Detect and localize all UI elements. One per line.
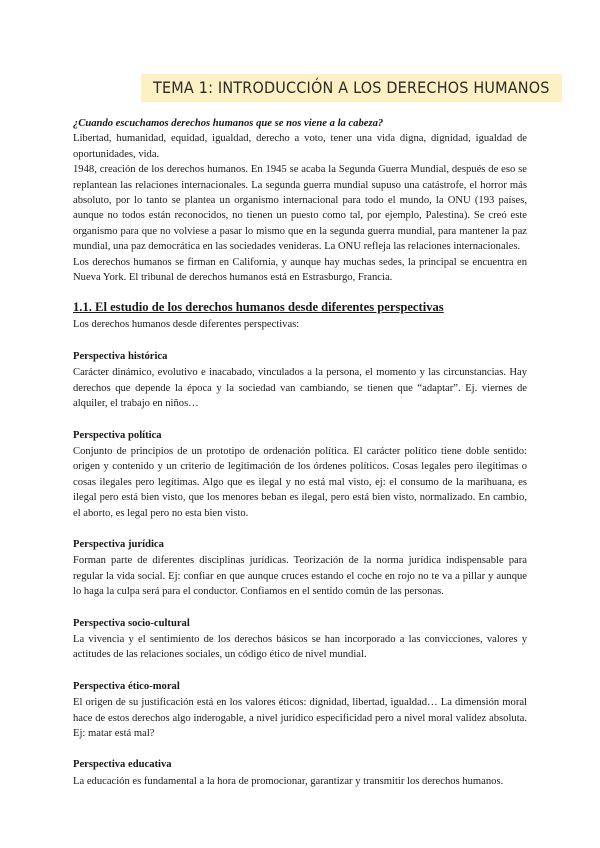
perspective-title: Perspectiva educativa [73,759,172,771]
perspective-text: Conjunto de principios de un prototipo de ordenación política. El carácter político tiene doble sentido: origen y contenido y un criterio de legitimación de los órdenes políticos. Cosas legales pero ilegítimas o cosas ilegales pero legítimas. Algo que es ilegal y no está mal visto, ej: el consumo de la marihuana, es ilegal pero está bien visto, que los menores beban es ilegal, pero está bien visto, normalizado. En cambio, el aborto, es legal pero no esta bien visto. [73,445,527,519]
document-body [73,116,527,789]
perspective-educativa [73,757,527,789]
intro-paragraph: Libertad, humanidad, equidad, igualdad, derecho a voto, tener una vida digna, dignidad, igualdad de oportunidades, vida. [73,133,527,160]
perspective-title: Perspectiva histórica [73,350,168,362]
title-highlight [141,74,562,102]
intro-paragraph: 1948, creación de los derechos humanos. En 1945 se acaba la Segunda Guerra Mundial, después de eso se replantean las relaciones internacionales. La segunda guerra mundial supuso una catástrofe, el horror más absoluto, por lo tanto se plantea un organismo internacional para todo el mundo, la ONU (193 países, aunque no todos están reconocidos, no tienen un puesto como tal, por ejemplo, Palestina). Se creó este organismo para que no volviese a pasar lo mismo que en la segunda guerra mundial, para mantener la paz mundial, una paz democrática en las sociedades venideras. La ONU refleja las relaciones internacionales. [73,164,527,253]
perspective-socio-cultural [73,616,527,663]
perspective-title: Perspectiva socio-cultural [73,617,190,629]
section-lead: Los derechos humanos desde diferentes perspectivas: [73,319,300,331]
page-title: TEMA 1: INTRODUCCIÓN A LOS DERECHOS HUMANOS [153,78,550,97]
perspective-etico-moral [73,679,527,742]
perspective-title: Perspectiva política [73,429,162,441]
perspective-title: Perspectiva jurídica [73,538,164,550]
perspective-text: La vivencia y el sentimiento de los derechos básicos se han incorporado a las convicciones, valores y actitudes de las relaciones sociales, un código ético de nivel mundial. [73,633,527,661]
perspective-politica [73,428,527,521]
perspective-text: La educación es fundamental a la hora de promocionar, garantizar y transmitir los derechos humanos. [73,775,504,787]
intro-question: ¿Cuando escuchamos derechos humanos que se nos viene a la cabeza? [73,118,384,129]
intro-paragraph: Los derechos humanos se firman en California, y aunque hay muchas sedes, la principal se encuentra en Nueva York. El tribunal de derechos humanos está en Estrasburgo, Francia. [73,256,527,284]
perspective-title: Perspectiva ético-moral [73,680,180,692]
section-heading: 1.1. El estudio de los derechos humanos desde diferentes perspectivas [73,300,444,315]
perspective-historica [73,349,527,412]
perspective-text: Forman parte de diferentes disciplinas jurídicas. Teorización de la norma jurídica indispensable para regular la vida social. Ej: confiar en que aunque cruces estando el coche en rojo no te va a pillar y aunque lo haga la culpa será para el conductor. Confiamos en el sentido común de las personas. [73,555,527,598]
perspective-text: Carácter dinámico, evolutivo e inacabado, vinculados a la persona, el momento y las circunstancias. Hay derechos que depende la época y la sociedad van cambiando, se tienen que “adaptar”. Ej. viernes de alquiler, el trabajo en niños… [73,367,527,410]
perspective-juridica [73,537,527,600]
perspective-text: El origen de su justificación está en los valores éticos: dignidad, libertad, igualdad… La dimensión moral hace de estos derechos algo inderogable, a nivel jurídico especificidad pero a nivel moral validez absoluta. Ej: matar está mal? [73,697,527,739]
